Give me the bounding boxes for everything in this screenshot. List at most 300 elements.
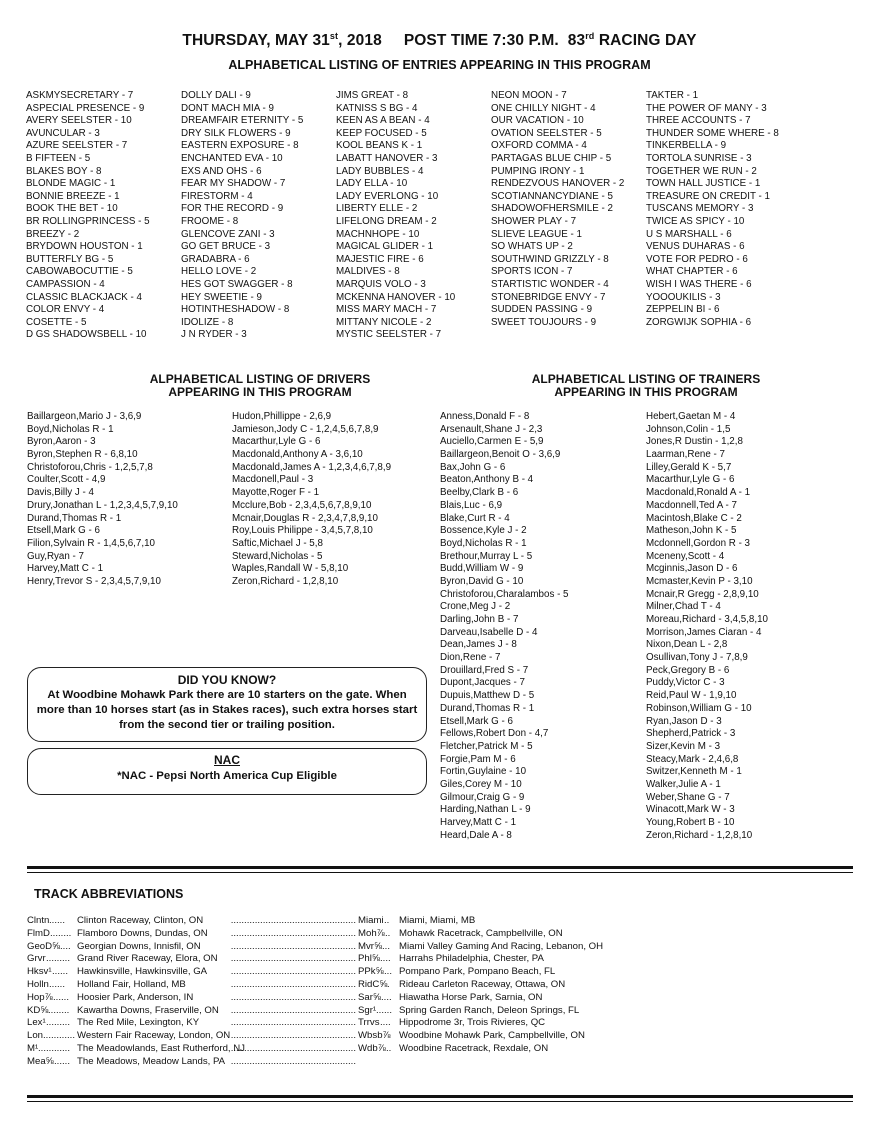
entry-item: SHADOWOFHERSMILE - 2 [491, 203, 613, 215]
trainer-item: Macarthur,Lyle G - 6 [646, 474, 735, 486]
driver-item: Christoforou,Chris - 1,2,5,7,8 [27, 461, 153, 473]
track-code-leader: .. [384, 915, 390, 926]
entry-item: HELLO LOVE - 2 [181, 266, 257, 278]
entry-item: KOOL BEANS K - 1 [336, 140, 423, 152]
track-code-leader: .... [380, 953, 391, 965]
track-name-leader: ............................................... [230, 1017, 356, 1029]
entry-item: HES GOT SWAGGER - 8 [181, 278, 293, 290]
trainer-item: Mcmaster,Kevin P - 3,10 [646, 575, 753, 587]
track-code-leader: ........ [48, 1004, 70, 1016]
track-abbreviation-row [358, 1030, 700, 1043]
track-abbreviation-row [358, 941, 700, 954]
track-code-leader: .... [380, 1017, 391, 1029]
entry-item: DRY SILK FLOWERS - 9 [181, 127, 291, 139]
trainers-title: ALPHABETICAL LISTING OF TRAINERS APPEARING IN THIS PROGRAM [531, 372, 761, 399]
entry-item: MAGICAL GLIDER - 1 [336, 241, 434, 253]
track-code-leader: .. [386, 1043, 392, 1054]
trainer-item: Auciello,Carmen E - 5,9 [440, 436, 544, 448]
entry-item: DREAMFAIR ETERNITY - 5 [181, 115, 304, 127]
entry-item: ASPECIAL PRESENCE - 9 [26, 102, 145, 114]
track-abbreviation-row [358, 928, 700, 941]
trainer-item: Zeron,Richard - 1,2,8,10 [646, 829, 753, 841]
entry-item: BR ROLLINGPRINCESS - 5 [26, 215, 150, 227]
trainer-item: Harvey,Matt C - 1 [440, 817, 517, 828]
track-name: Spring Garden Ranch, Deleon Springs, FL [399, 1004, 580, 1016]
track-name: The Meadowlands, East Rutherford, NJ [77, 1043, 245, 1054]
track-name: Kawartha Downs, Fraserville, ON [77, 1004, 219, 1016]
entry-item: EASTERN EXPOSURE - 8 [181, 140, 299, 152]
trainer-item: Boyd,Nicholas R - 1 [440, 537, 527, 549]
driver-item: Mayotte,Roger F - 1 [232, 487, 320, 499]
trainer-item: Harding,Nathan L - 9 [440, 804, 531, 816]
track-code: Trrvs [358, 1017, 380, 1029]
entry-item: KEEN AS A BEAN - 4 [336, 115, 430, 127]
entry-item: OXFORD COMMA - 4 [491, 140, 587, 152]
track-code: Hop⅞ [27, 991, 53, 1003]
entry-item: JIMS GREAT - 8 [336, 90, 409, 101]
entry-item: VOTE FOR PEDRO - 6 [646, 253, 748, 265]
track-code-leader: . [387, 979, 390, 990]
track-abbreviation-row [27, 1030, 356, 1043]
entry-item: ZORGWIJK SOPHIA - 6 [646, 316, 752, 328]
trainers-column-2 [646, 411, 768, 842]
track-name-leader: ............................................... [230, 1004, 356, 1016]
track-name: Flamboro Downs, Dundas, ON [77, 927, 208, 939]
trainer-item: Heard,Dale A - 8 [440, 829, 512, 841]
track-code: PPk⅝ [358, 966, 384, 978]
entry-item: LIFELONG DREAM - 2 [336, 215, 437, 227]
headline [0, 31, 879, 51]
trainer-item: Morrison,James Ciaran - 4 [646, 626, 762, 638]
track-name: The Red Mile, Lexington, KY [77, 1017, 200, 1029]
entry-item: MISS MARY MACH - 7 [336, 304, 437, 316]
trainer-item: Johnson,Colin - 1,5 [646, 423, 731, 435]
track-name-leader: ............................................... [230, 915, 356, 926]
entry-item: PUMPING IRONY - 1 [491, 165, 585, 177]
track-code: KD⅝ [27, 1004, 49, 1016]
trainers-column-1 [440, 411, 569, 842]
track-code: Hksv¹ [27, 966, 52, 978]
driver-item: Macdonald,Anthony A - 3,6,10 [232, 449, 363, 461]
track-abbreviation-row [27, 941, 356, 954]
entry-item: DOLLY DALI - 9 [181, 90, 251, 101]
driver-item: Zeron,Richard - 1,2,8,10 [232, 575, 339, 587]
driver-item: Byron,Aaron - 3 [27, 436, 96, 448]
entry-item: HOTINTHESHADOW - 8 [181, 304, 290, 316]
track-code-leader: ......... [46, 1017, 70, 1029]
trainer-item: Dion,Rene - 7 [440, 652, 501, 664]
trainer-item: Steacy,Mark - 2,4,6,8 [646, 753, 739, 765]
trainer-item: Robinson,William G - 10 [646, 702, 752, 714]
entry-item: GLENCOVE ZANI - 3 [181, 228, 275, 240]
trainer-item: Mcginnis,Jason D - 6 [646, 563, 738, 575]
track-code-leader: ...... [49, 979, 65, 990]
driver-item: Waples,Randall W - 5,8,10 [232, 563, 349, 575]
track-code: Phl⅝ [358, 953, 380, 965]
track-name: Miami, Miami, MB [399, 915, 476, 926]
entry-item: FEAR MY SHADOW - 7 [181, 178, 286, 190]
nac-title: NAC [214, 753, 240, 767]
trainer-item: Matheson,John K - 5 [646, 525, 737, 537]
track-name: Clinton Raceway, Clinton, ON [77, 915, 204, 926]
track-code: Sar⅝ [358, 991, 381, 1003]
track-abbreviation-row [27, 915, 356, 928]
driver-item: Roy,Louis Philippe - 3,4,5,7,8,10 [232, 525, 373, 537]
track-abbreviation-row [27, 1043, 356, 1056]
entry-item: MALDIVES - 8 [336, 266, 400, 278]
trainer-item: Bax,John G - 6 [440, 461, 506, 473]
trainer-item: Fletcher,Patrick M - 5 [440, 740, 533, 752]
track-code-leader: .... [381, 991, 392, 1003]
driver-item: Mcnair,Douglas R - 2,3,4,7,8,9,10 [232, 512, 378, 524]
track-abbreviation-row [358, 953, 700, 966]
entry-item: TUSCANS MEMORY - 3 [646, 203, 754, 215]
track-code: Holln [27, 979, 49, 990]
entry-item: EXS AND OHS - 6 [181, 165, 262, 177]
trainer-item: Darling,John B - 7 [440, 614, 519, 625]
entry-item: SWEET TOUJOURS - 9 [491, 316, 597, 328]
entry-item: TAKTER - 1 [646, 90, 699, 101]
track-name-leader: ............................................... [230, 1030, 356, 1042]
entry-item: CLASSIC BLACKJACK - 4 [26, 291, 142, 303]
track-abbreviation-row [27, 979, 356, 992]
entry-item: BONNIE BREEZE - 1 [26, 190, 120, 202]
track-name-leader: ............................................... [230, 927, 356, 939]
trainer-item: Dupont,Jacques - 7 [440, 677, 525, 689]
trainer-item: Dean,James J - 8 [440, 639, 517, 651]
entry-item: STONEBRIDGE ENVY - 7 [491, 291, 606, 303]
entry-item: TINKERBELLA - 9 [646, 140, 727, 152]
entries-column [181, 90, 336, 352]
trainer-item: Puddy,Victor C - 3 [646, 677, 725, 689]
entry-item: SO WHATS UP - 2 [491, 241, 573, 253]
driver-item: Etsell,Mark G - 6 [27, 525, 100, 537]
entry-item: RENDEZVOUS HANOVER - 2 [491, 178, 625, 190]
trainer-item: Arsenault,Shane J - 2,3 [440, 423, 543, 435]
nac-body: *NAC - Pepsi North America Cup Eligible [117, 770, 337, 782]
entry-item: COLOR ENVY - 4 [26, 304, 105, 316]
trainer-item: Mcnair,R Gregg - 2,8,9,10 [646, 588, 759, 600]
trainer-item: Macdonald,Ronald A - 1 [646, 487, 751, 499]
entry-item: MAJESTIC FIRE - 6 [336, 253, 424, 265]
track-abbreviation-row [27, 1056, 356, 1069]
entry-item: COSETTE - 5 [26, 316, 87, 328]
track-name-leader: ............................................... [230, 979, 356, 990]
entry-item: MACHNHOPE - 10 [336, 228, 420, 240]
entry-item: SPORTS ICON - 7 [491, 266, 573, 278]
entry-item: TREASURE ON CREDIT - 1 [646, 190, 770, 202]
track-code-leader: .. [385, 927, 391, 939]
track-code-leader: ............ [43, 1030, 75, 1042]
entry-item: WISH I WAS THERE - 6 [646, 278, 752, 290]
entry-item: LABATT HANOVER - 3 [336, 152, 438, 164]
race-date: THURSDAY, MAY 31st, 2018 [182, 31, 382, 50]
trainer-item: Jones,R Dustin - 1,2,8 [646, 436, 743, 448]
track-code-leader: .... [60, 940, 71, 952]
driver-item: Macarthur,Lyle G - 6 [232, 436, 321, 448]
track-code-leader: ........ [50, 927, 72, 939]
track-abbreviation-row [27, 992, 356, 1005]
track-abbreviation-row [358, 966, 700, 979]
trainer-item: Switzer,Kenneth M - 1 [646, 766, 742, 778]
did-you-know-title: DID YOU KNOW? [177, 673, 277, 687]
entry-item: VENUS DUHARAS - 6 [646, 241, 745, 253]
track-code: Wdb⅞ [358, 1043, 386, 1054]
entry-item: ASKMYSECRETARY - 7 [26, 90, 134, 101]
did-you-know-body: At Woodbine Mohawk Park there are 10 starters on the gate. When more than 10 horses start (as in Stakes races), such extra horses start from the second tier or trailing position. [36, 689, 418, 731]
entry-item: LADY BUBBLES - 4 [336, 165, 424, 177]
entry-item: BUTTERFLY BG - 5 [26, 253, 114, 265]
driver-item: Guy,Ryan - 7 [27, 550, 84, 562]
entry-item: ONE CHILLY NIGHT - 4 [491, 102, 596, 114]
track-name: Pompano Park, Pompano Beach, FL [399, 966, 556, 978]
trainer-item: Beelby,Clark B - 6 [440, 487, 519, 499]
track-name: Hawkinsville, Hawkinsville, GA [77, 966, 208, 978]
track-name-leader: ............................................... [230, 1055, 356, 1067]
entry-item: FROOME - 8 [181, 215, 239, 227]
track-name: Hoosier Park, Anderson, IN [77, 991, 194, 1003]
trainer-item: Darveau,Isabelle D - 4 [440, 626, 538, 638]
section-rule-top-thick [27, 866, 853, 869]
track-abbreviation-row [358, 992, 700, 1005]
trainer-item: Budd,William W - 9 [440, 563, 524, 575]
entry-item: THUNDER SOME WHERE - 8 [646, 127, 779, 139]
track-code-leader: ......... [46, 953, 70, 965]
entries-listing [26, 90, 866, 352]
did-you-know-box [27, 667, 427, 742]
trainer-item: Walker,Julie A - 1 [646, 778, 721, 790]
entry-item: MARQUIS VOLO - 3 [336, 278, 426, 290]
entry-item: AZURE SEELSTER - 7 [26, 140, 128, 152]
entry-item: WHAT CHAPTER - 6 [646, 266, 738, 278]
track-code: Mea⅝ [27, 1055, 54, 1067]
track-code-leader: ............ [38, 1043, 70, 1054]
drivers-title: ALPHABETICAL LISTING OF DRIVERS APPEARING IN THIS PROGRAM [149, 372, 371, 399]
entry-item: LADY ELLA - 10 [336, 178, 408, 190]
track-name: Western Fair Raceway, London, ON [77, 1030, 231, 1042]
entry-item: THE POWER OF MANY - 3 [646, 102, 767, 114]
entries-column [336, 90, 491, 352]
trainer-item: Forgie,Pam M - 6 [440, 753, 516, 765]
entry-item: IDOLIZE - 8 [181, 316, 234, 328]
driver-item: Jamieson,Jody C - 1,2,4,5,6,7,8,9 [232, 423, 379, 435]
track-name: Hippodrome 3r, Trois Rivieres, QC [399, 1017, 546, 1029]
trainer-item: Etsell,Mark G - 6 [440, 715, 513, 727]
trainer-item: Mcdonnell,Gordon R - 3 [646, 537, 751, 549]
trainer-item: Macdonnell,Ted A - 7 [646, 499, 737, 511]
track-code-leader: ...... [53, 991, 69, 1003]
entry-item: BREEZY - 2 [26, 228, 80, 240]
track-code: M¹ [27, 1043, 39, 1054]
entry-item: STARTISTIC WONDER - 4 [491, 278, 609, 290]
driver-item: Davis,Billy J - 4 [27, 487, 94, 499]
track-name-leader: ............................................... [230, 953, 356, 965]
entry-item: FOR THE RECORD - 9 [181, 203, 284, 215]
track-name: Grand River Raceway, Elora, ON [77, 953, 218, 965]
entry-item: OVATION SEELSTER - 5 [491, 127, 602, 139]
entry-item: YOOOUKILIS - 3 [646, 291, 721, 303]
trainer-item: Christoforou,Charalambos - 5 [440, 588, 569, 600]
track-name-leader: ............................................... [230, 1043, 356, 1054]
track-name: The Meadows, Meadow Lands, PA [77, 1055, 226, 1067]
track-name: Miami Valley Gaming And Racing, Lebanon, OH [399, 940, 604, 952]
entry-item: HEY SWEETIE - 9 [181, 291, 262, 303]
trainer-item: Macintosh,Blake C - 2 [646, 512, 742, 524]
track-name: Hiawatha Horse Park, Sarnia, ON [399, 991, 543, 1003]
trainer-item: Ryan,Jason D - 3 [646, 715, 722, 727]
entry-item: BLONDE MAGIC - 1 [26, 178, 116, 190]
driver-item: Saftic,Michael J - 5,8 [232, 537, 323, 549]
trainer-item: Shepherd,Patrick - 3 [646, 728, 736, 740]
track-code-leader: ... [384, 966, 392, 978]
trainer-item: Gilmour,Craig G - 9 [440, 791, 525, 803]
entry-item: BOOK THE BET - 10 [26, 203, 118, 215]
track-code: Moh⅞ [358, 927, 385, 939]
entry-item: U S MARSHALL - 6 [646, 228, 732, 240]
trainer-item: Bossence,Kyle J - 2 [440, 525, 527, 537]
trainer-item: Brethour,Murray L - 5 [440, 550, 533, 562]
entry-item: AVERY SEELSTER - 10 [26, 115, 132, 127]
track-abbreviations-title: TRACK ABBREVIATIONS [34, 887, 184, 901]
trainer-item: Weber,Shane G - 7 [646, 791, 730, 803]
track-abbreviation-row [358, 1043, 700, 1056]
entry-item: B FIFTEEN - 5 [26, 152, 91, 164]
trainer-item: Beaton,Anthony B - 4 [440, 474, 534, 486]
track-code: GeoD⅝ [27, 940, 61, 952]
entry-item: TOWN HALL JUSTICE - 1 [646, 178, 761, 190]
driver-item: Hudon,Phillippe - 2,6,9 [232, 411, 332, 422]
section-rule-bottom-thick [27, 1095, 853, 1098]
trainer-item: Milner,Chad T - 4 [646, 601, 721, 613]
entry-item: GRADABRA - 6 [181, 253, 250, 265]
track-code: Wbsb⅞ [358, 1030, 391, 1042]
track-code: Grvr [27, 953, 46, 965]
entry-item: MYSTIC SEELSTER - 7 [336, 329, 442, 341]
trainer-item: Peck,Gregory B - 6 [646, 664, 730, 676]
entry-item: ENCHANTED EVA - 10 [181, 152, 283, 164]
entry-item: SOUTHWIND GRIZZLY - 8 [491, 253, 609, 265]
track-abbreviation-row [27, 1005, 356, 1018]
trainer-item: Young,Robert B - 10 [646, 817, 735, 828]
track-code: Lex¹ [27, 1017, 46, 1029]
section-rule-top-thin [27, 872, 853, 873]
track-code-leader: ...... [49, 915, 65, 926]
driver-item: Durand,Thomas R - 1 [27, 512, 122, 524]
driver-item: Macdonald,James A - 1,2,3,4,6,7,8,9 [232, 461, 392, 473]
entries-column [26, 90, 181, 352]
trainer-item: Hebert,Gaetan M - 4 [646, 411, 736, 422]
entry-item: OUR VACATION - 10 [491, 115, 584, 127]
entry-item: LADY EVERLONG - 10 [336, 190, 439, 202]
track-name-leader: ............................................... [230, 940, 356, 952]
entry-item: SLIEVE LEAGUE - 1 [491, 228, 582, 240]
entry-item: KATNISS S BG - 4 [336, 102, 418, 114]
trainer-item: Dupuis,Matthew D - 5 [440, 690, 535, 702]
entry-item: KEEP FOCUSED - 5 [336, 127, 427, 139]
entry-item: PARTAGAS BLUE CHIP - 5 [491, 152, 612, 164]
entry-item: SHOWER PLAY - 7 [491, 215, 577, 227]
track-code: Clntn [27, 915, 50, 926]
track-code: Sgr¹ [358, 1004, 377, 1016]
nac-box [27, 748, 427, 795]
track-name: Mohawk Racetrack, Campbellville, ON [399, 927, 563, 939]
track-abbreviation-row [358, 979, 700, 992]
track-code-leader: ...... [376, 1004, 392, 1016]
track-abbreviation-row [27, 953, 356, 966]
program-header [0, 31, 879, 72]
driver-item: Mcclure,Bob - 2,3,4,5,6,7,8,9,10 [232, 499, 372, 511]
entry-item: TORTOLA SUNRISE - 3 [646, 152, 752, 164]
driver-item: Harvey,Matt C - 1 [27, 563, 104, 575]
driver-item: Filion,Sylvain R - 1,4,5,6,7,10 [27, 537, 155, 549]
entry-item: MCKENNA HANOVER - 10 [336, 291, 456, 303]
entry-item: CABOWABOCUTTIE - 5 [26, 266, 133, 278]
racing-day: 83rd RACING DAY [567, 31, 697, 50]
track-code: Lon [27, 1030, 44, 1042]
driver-item: Drury,Jonathan L - 1,2,3,4,5,7,9,10 [27, 499, 178, 511]
track-code: Mvr⅝ [358, 940, 382, 952]
trainer-item: Moreau,Richard - 3,4,5,8,10 [646, 614, 768, 625]
track-name: Georgian Downs, Innisfil, ON [77, 940, 201, 952]
driver-item: Baillargeon,Mario J - 3,6,9 [27, 411, 142, 422]
track-abbreviation-row [358, 1017, 700, 1030]
track-abbreviation-row [358, 915, 700, 928]
entry-item: SCOTIANNANCYDIANE - 5 [491, 190, 613, 202]
entry-item: D GS SHADOWSBELL - 10 [26, 329, 147, 341]
track-code-leader: ... [382, 940, 390, 952]
track-abbreviation-row [27, 1017, 356, 1030]
entry-item: NEON MOON - 7 [491, 90, 567, 101]
trainer-item: Blake,Curt R - 4 [440, 512, 510, 524]
trainer-item: Fortin,Guylaine - 10 [440, 766, 527, 778]
entries-column [646, 90, 801, 352]
trainer-item: Nixon,Dean L - 2,8 [646, 639, 728, 651]
trainer-item: Laarman,Rene - 7 [646, 449, 725, 461]
track-name: Woodbine Mohawk Park, Campbellville, ON [399, 1030, 585, 1042]
trainer-item: Fellows,Robert Don - 4,7 [440, 728, 549, 740]
entry-item: THREE ACCOUNTS - 7 [646, 115, 751, 127]
trainer-item: Winacott,Mark W - 3 [646, 804, 735, 816]
track-name: Woodbine Racetrack, Rexdale, ON [399, 1043, 549, 1054]
trainer-item: Giles,Corey M - 10 [440, 778, 522, 790]
trainer-item: Anness,Donald F - 8 [440, 411, 530, 422]
entry-item: J N RYDER - 3 [181, 329, 247, 341]
trainer-item: Crone,Meg J - 2 [440, 601, 511, 613]
trainer-item: Drouillard,Fred S - 7 [440, 664, 529, 676]
driver-item: Steward,Nicholas - 5 [232, 550, 323, 562]
trainer-item: Reid,Paul W - 1,9,10 [646, 690, 737, 702]
track-abbreviation-row [27, 928, 356, 941]
driver-item: Henry,Trevor S - 2,3,4,5,7,9,10 [27, 575, 161, 587]
trainer-item: Sizer,Kevin M - 3 [646, 740, 721, 752]
track-name-leader: ............................................... [230, 966, 356, 978]
entry-item: DONT MACH MIA - 9 [181, 102, 274, 114]
track-name: Harrahs Philadelphia, Chester, PA [399, 953, 544, 965]
trainer-item: Baillargeon,Benoit O - 3,6,9 [440, 449, 561, 461]
track-name: Holland Fair, Holland, MB [77, 979, 186, 990]
drivers-column-2 [232, 411, 391, 589]
section-rule-bottom-thin [27, 1101, 853, 1102]
entry-item: BRYDOWN HOUSTON - 1 [26, 241, 143, 253]
trainer-item: Durand,Thomas R - 1 [440, 702, 535, 714]
trainer-item: Lilley,Gerald K - 5,7 [646, 461, 732, 473]
entry-item: LIBERTY ELLE - 2 [336, 203, 418, 215]
trainer-item: Byron,David G - 10 [440, 575, 524, 587]
entry-item: AVUNCULAR - 3 [26, 127, 100, 139]
track-code-leader: ...... [54, 1055, 70, 1067]
driver-item: Macdonell,Paul - 3 [232, 474, 314, 486]
entry-item: MITTANY NICOLE - 2 [336, 316, 432, 328]
